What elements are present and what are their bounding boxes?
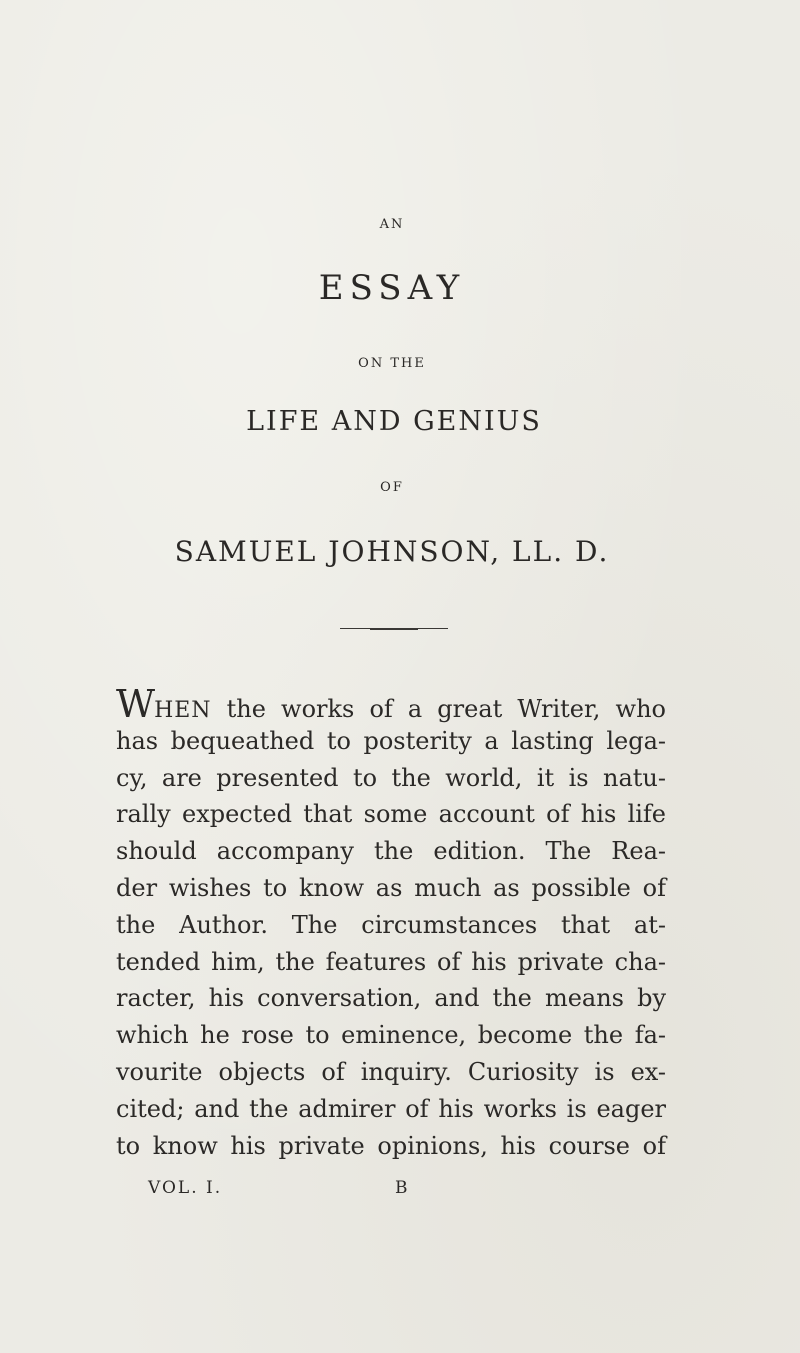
body-line: should accompany the edition. The Rea- [116,837,666,866]
body-line: cited; and the admirer of his works is eager [116,1094,666,1123]
title-subject: SAMUEL JOHNSON, LL. D. [174,535,610,568]
title-of: OF [380,480,404,495]
first-line-rest: the works of a great Writer, who [226,695,666,723]
body-line: der wishes to know as much as possible of [116,873,666,902]
title-life-and-genius: LIFE AND GENIUS [246,406,542,437]
title-an: AN [379,217,405,232]
body-line-first [116,682,666,726]
ornamental-rule [340,628,448,629]
signature-mark: B [395,1178,410,1198]
body-line: rally expected that some account of his life [116,800,666,829]
body-line: has bequeathed to posterity a lasting lega- [116,726,666,755]
body-line: vourite objects of inquiry. Curiosity is ex- [116,1057,666,1086]
body-paragraph [116,682,666,1164]
body-line: to know his private opinions, his course of [116,1131,666,1160]
body-line: tended him, the features of his private cha- [116,947,666,976]
body-line: which he rose to eminence, become the fa- [116,1021,666,1050]
drop-letter: W [116,682,155,726]
body-line: the Author. The circumstances that at- [116,910,666,939]
title-essay: ESSAY [318,268,466,308]
volume-number: VOL. I. [148,1178,223,1198]
title-on-the: ON THE [358,356,426,371]
body-line: racter, his conversation, and the means by [116,984,666,1013]
first-word-rest: HEN [154,698,212,723]
body-line: cy, are presented to the world, it is natu- [116,763,666,792]
